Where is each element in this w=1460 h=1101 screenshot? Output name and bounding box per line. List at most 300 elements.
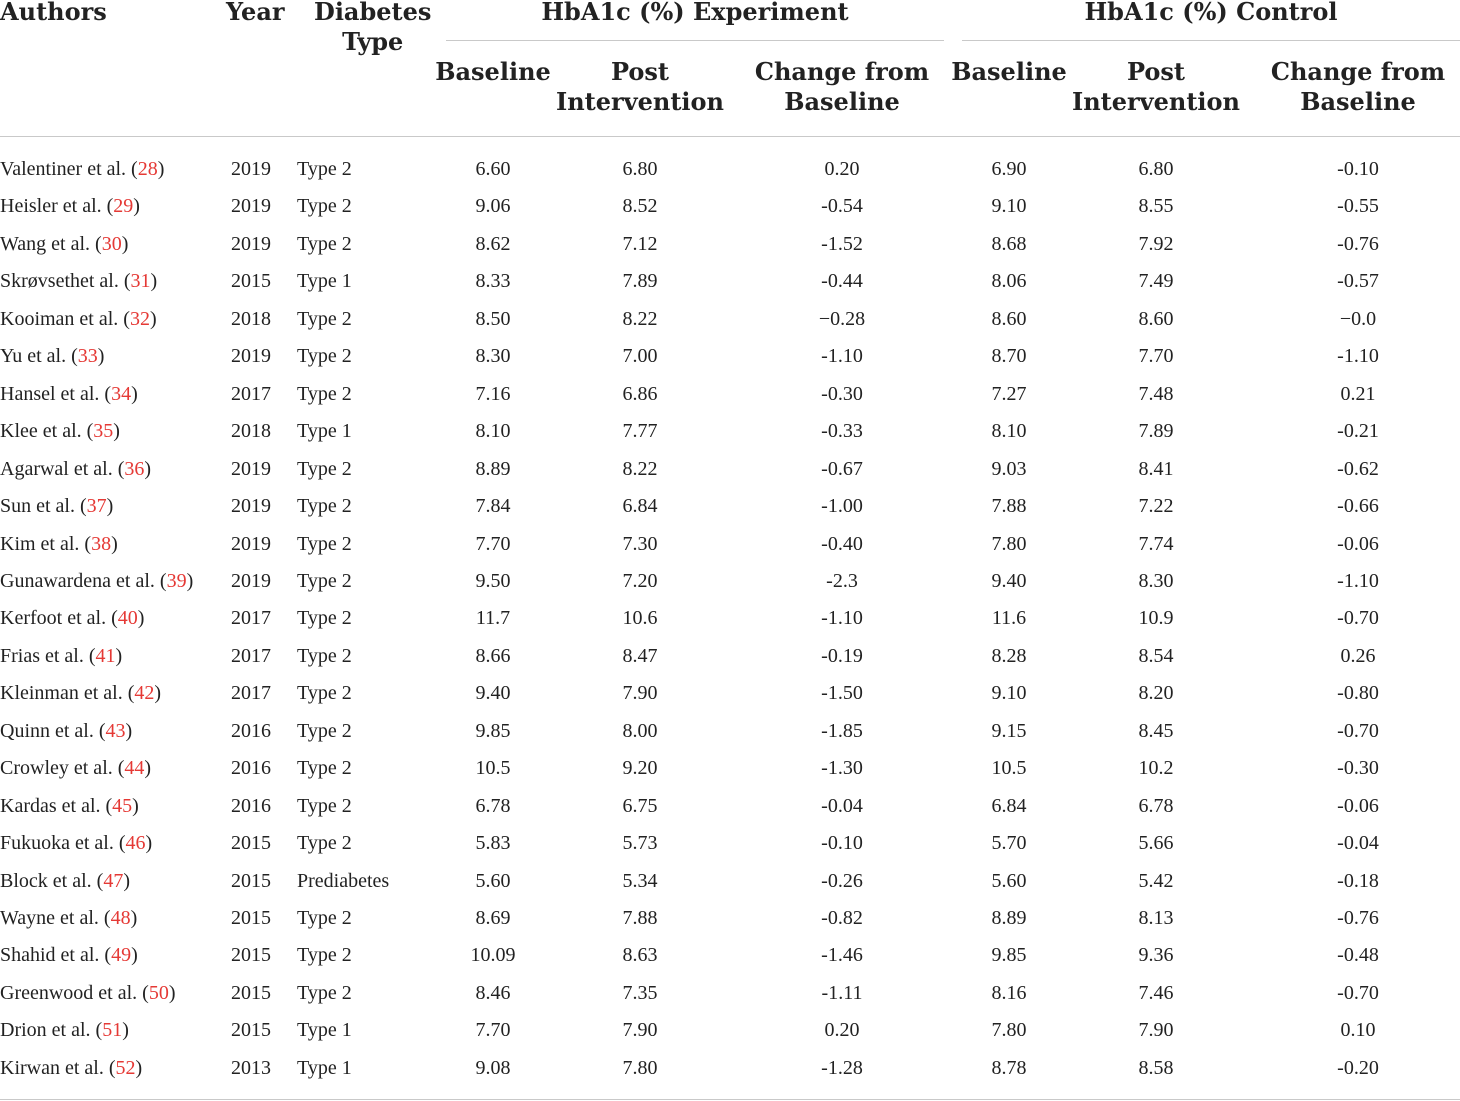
author-close-paren: ) [135, 1057, 143, 1079]
reference-link[interactable]: 33 [77, 345, 98, 367]
cell-diabetes-type: Type 1 [297, 1057, 352, 1079]
author-close-paren: ) [137, 607, 145, 629]
author-name: Klee et al. ( [0, 420, 94, 442]
cell-ctl-post: 8.54 [1138, 645, 1174, 667]
cell-exp-post: 7.88 [622, 907, 658, 929]
cell-exp-baseline: 7.84 [475, 495, 511, 517]
cell-author [0, 1018, 129, 1042]
cell-exp-post: 7.35 [622, 982, 658, 1004]
header-bottom-rule [0, 136, 1460, 137]
cell-exp-change: -0.82 [821, 907, 863, 929]
cell-exp-post: 6.84 [622, 495, 658, 517]
cell-ctl-change: -0.70 [1337, 982, 1379, 1004]
cell-exp-post: 5.34 [622, 870, 658, 892]
author-close-paren: ) [145, 832, 153, 854]
reference-link[interactable]: 39 [166, 570, 187, 592]
cell-exp-change: -2.3 [826, 570, 858, 592]
reference-link[interactable]: 49 [111, 944, 132, 966]
reference-link[interactable]: 50 [148, 982, 169, 1004]
cell-ctl-change: 0.21 [1340, 383, 1376, 405]
cell-year: 2017 [231, 645, 271, 667]
author-close-paren: ) [133, 195, 140, 217]
cell-exp-post: 6.75 [622, 795, 658, 817]
cell-ctl-baseline: 8.06 [991, 270, 1027, 292]
reference-link[interactable]: 30 [101, 233, 122, 255]
author-name: Kim et al. ( [0, 533, 92, 555]
cell-ctl-change: -0.18 [1337, 870, 1379, 892]
author-name: Skrøvsethet al. ( [0, 270, 131, 292]
cell-exp-baseline: 9.50 [475, 570, 511, 592]
author-close-paren: ) [132, 795, 139, 817]
cell-exp-change: -1.10 [821, 607, 863, 629]
cell-year: 2019 [231, 233, 271, 255]
cell-exp-change: -0.19 [821, 645, 863, 667]
author-name: Shahid et al. ( [0, 944, 112, 966]
cell-exp-change: -0.40 [821, 533, 863, 555]
cell-ctl-baseline: 8.28 [991, 645, 1027, 667]
cell-exp-baseline: 10.09 [470, 944, 516, 966]
header-experiment-group: HbA1c (%) Experiment [541, 0, 849, 26]
author-name: Crowley et al. ( [0, 757, 125, 779]
cell-exp-post: 8.52 [622, 195, 658, 217]
cell-exp-change: -0.30 [821, 383, 863, 405]
cell-exp-baseline: 11.7 [475, 607, 511, 629]
cell-diabetes-type: Type 2 [297, 195, 352, 217]
cell-exp-post: 8.47 [622, 645, 658, 667]
cell-exp-post: 7.12 [622, 233, 658, 255]
cell-year: 2019 [231, 495, 271, 517]
reference-link[interactable]: 40 [117, 607, 138, 629]
reference-link[interactable]: 44 [124, 757, 145, 779]
cell-year: 2017 [231, 383, 271, 405]
author-close-paren: ) [125, 720, 133, 742]
reference-link[interactable]: 28 [137, 158, 158, 180]
cell-ctl-change: -0.10 [1337, 158, 1379, 180]
author-close-paren: ) [123, 870, 130, 892]
header-exp-post [556, 57, 724, 117]
cell-exp-change: 0.20 [824, 1019, 860, 1041]
cell-ctl-baseline: 11.6 [991, 607, 1027, 629]
cell-exp-post: 8.22 [622, 308, 658, 330]
author-name: Kirwan et al. ( [0, 1057, 116, 1079]
cell-diabetes-type: Type 2 [297, 607, 352, 629]
author-close-paren: ) [150, 270, 158, 292]
cell-author [0, 382, 138, 406]
cell-ctl-baseline: 8.89 [991, 907, 1027, 929]
cell-ctl-change: -0.62 [1337, 458, 1379, 480]
cell-ctl-post: 8.55 [1138, 195, 1174, 217]
reference-link[interactable]: 29 [113, 195, 134, 217]
cell-ctl-post: 7.89 [1138, 420, 1174, 442]
cell-exp-baseline: 8.50 [475, 308, 511, 330]
cell-ctl-baseline: 9.40 [991, 570, 1027, 592]
cell-ctl-post: 8.41 [1138, 458, 1174, 480]
cell-author [0, 719, 132, 743]
cell-diabetes-type: Type 1 [297, 1019, 352, 1041]
reference-link[interactable]: 37 [86, 495, 107, 517]
cell-exp-change: 0.20 [824, 158, 860, 180]
header-exp-change [755, 57, 929, 117]
cell-exp-baseline: 7.16 [475, 383, 511, 405]
cell-exp-change: -1.46 [821, 944, 863, 966]
cell-ctl-baseline: 9.10 [991, 682, 1027, 704]
author-name: Hansel et al. ( [0, 383, 112, 405]
reference-link[interactable]: 46 [125, 832, 146, 854]
cell-exp-baseline: 8.10 [475, 420, 511, 442]
author-close-paren: ) [131, 944, 138, 966]
cell-exp-post: 9.20 [622, 757, 658, 779]
cell-author [0, 869, 130, 893]
cell-ctl-post: 8.58 [1138, 1057, 1174, 1079]
cell-ctl-post: 7.48 [1138, 383, 1174, 405]
author-name: Kleinman et al. ( [0, 682, 135, 704]
cell-author [0, 794, 139, 818]
cell-year: 2015 [231, 982, 271, 1004]
cell-exp-baseline: 7.70 [475, 533, 511, 555]
cell-exp-change: -0.54 [821, 195, 863, 217]
cell-year: 2017 [231, 682, 271, 704]
cell-author [0, 532, 118, 556]
cell-year: 2015 [231, 1019, 271, 1041]
cell-author [0, 569, 193, 593]
author-name: Fukuoka et al. ( [0, 832, 126, 854]
cell-diabetes-type: Type 2 [297, 982, 352, 1004]
cell-year: 2015 [231, 870, 271, 892]
header-exp-post-line1: Post [610, 57, 669, 86]
cell-diabetes-type: Type 1 [297, 420, 352, 442]
cell-author [0, 457, 151, 481]
cell-exp-baseline: 5.60 [475, 870, 511, 892]
cell-diabetes-type: Type 2 [297, 345, 352, 367]
cell-exp-post: 7.00 [622, 345, 658, 367]
cell-exp-post: 7.77 [622, 420, 658, 442]
header-ctl-change-line2: Baseline [1300, 87, 1416, 116]
cell-ctl-post: 6.80 [1138, 158, 1174, 180]
cell-year: 2017 [231, 607, 271, 629]
header-authors: Authors [0, 0, 107, 26]
reference-link[interactable]: 42 [134, 682, 155, 704]
cell-diabetes-type: Type 2 [297, 832, 352, 854]
cell-ctl-change: -0.21 [1337, 420, 1379, 442]
cell-ctl-post: 7.49 [1138, 270, 1174, 292]
cell-exp-post: 8.63 [622, 944, 658, 966]
cell-exp-change: -1.30 [821, 757, 863, 779]
cell-exp-change: -0.26 [821, 870, 863, 892]
reference-link[interactable]: 41 [95, 645, 116, 667]
cell-author [0, 269, 157, 293]
header-exp-baseline: Baseline [435, 57, 551, 86]
author-close-paren: ) [131, 383, 138, 405]
cell-year: 2013 [231, 1057, 271, 1079]
cell-exp-baseline: 8.69 [475, 907, 511, 929]
author-name: Kooiman et al. ( [0, 308, 130, 330]
cell-diabetes-type: Type 2 [297, 757, 352, 779]
cell-ctl-post: 7.92 [1138, 233, 1174, 255]
cell-diabetes-type: Prediabetes [297, 870, 390, 892]
cell-year: 2019 [231, 195, 271, 217]
cell-ctl-baseline: 9.15 [991, 720, 1027, 742]
cell-ctl-baseline: 8.16 [991, 982, 1027, 1004]
cell-author [0, 756, 151, 780]
cell-exp-baseline: 7.70 [475, 1019, 511, 1041]
cell-exp-change: -1.11 [821, 982, 863, 1004]
cell-ctl-baseline: 8.10 [991, 420, 1027, 442]
header-ctl-change-line1: Change from [1270, 57, 1446, 86]
cell-year: 2019 [231, 458, 271, 480]
author-name: Frias et al. ( [0, 645, 96, 667]
header-exp-change-line1: Change from [754, 57, 930, 86]
header-ctl-post-line2: Intervention [1072, 87, 1240, 116]
cell-ctl-change: -0.66 [1337, 495, 1379, 517]
cell-ctl-change: -0.06 [1337, 533, 1379, 555]
cell-exp-change: -0.33 [821, 420, 863, 442]
header-control-group: HbA1c (%) Control [1084, 0, 1338, 26]
cell-ctl-post: 10.9 [1138, 607, 1174, 629]
cell-ctl-change: -0.06 [1337, 795, 1379, 817]
author-name: Quinn et al. ( [0, 720, 106, 742]
author-name: Heisler et al. ( [0, 195, 114, 217]
cell-exp-baseline: 10.5 [475, 757, 511, 779]
cell-exp-post: 7.20 [622, 570, 658, 592]
cell-exp-baseline: 8.89 [475, 458, 511, 480]
cell-ctl-change: -0.80 [1337, 682, 1379, 704]
cell-author [0, 307, 157, 331]
cell-author [0, 194, 140, 218]
cell-author [0, 606, 144, 630]
table-bottom-rule [0, 1099, 1460, 1100]
cell-ctl-change: -0.04 [1337, 832, 1379, 854]
cell-ctl-post: 7.70 [1138, 345, 1174, 367]
cell-year: 2015 [231, 270, 271, 292]
cell-ctl-change: -0.76 [1337, 233, 1379, 255]
cell-ctl-baseline: 8.78 [991, 1057, 1027, 1079]
header-ctl-change [1271, 57, 1445, 117]
cell-exp-post: 6.86 [622, 383, 658, 405]
cell-ctl-baseline: 6.84 [991, 795, 1027, 817]
cell-year: 2018 [231, 308, 271, 330]
cell-ctl-change: -1.10 [1337, 570, 1379, 592]
cell-year: 2016 [231, 720, 271, 742]
cell-ctl-change: −0.0 [1339, 308, 1377, 330]
author-name: Block et al. ( [0, 870, 104, 892]
reference-link[interactable]: 52 [115, 1057, 136, 1079]
cell-year: 2019 [231, 158, 271, 180]
author-name: Wang et al. ( [0, 233, 102, 255]
cell-diabetes-type: Type 2 [297, 458, 352, 480]
cell-exp-post: 6.80 [622, 158, 658, 180]
reference-link[interactable]: 32 [129, 308, 150, 330]
cell-exp-post: 5.73 [622, 832, 658, 854]
header-exp-post-line2: Intervention [556, 87, 724, 116]
cell-ctl-baseline: 10.5 [991, 757, 1027, 779]
cell-exp-post: 7.30 [622, 533, 658, 555]
cell-ctl-post: 8.13 [1138, 907, 1174, 929]
cell-exp-change: -0.04 [821, 795, 863, 817]
cell-ctl-post: 10.2 [1138, 757, 1174, 779]
cell-exp-baseline: 5.83 [475, 832, 511, 854]
cell-diabetes-type: Type 2 [297, 233, 352, 255]
header-diabetes-type-line2: Type [342, 27, 404, 56]
reference-link[interactable]: 47 [103, 870, 124, 892]
author-name: Wayne et al. ( [0, 907, 111, 929]
cell-diabetes-type: Type 2 [297, 645, 352, 667]
cell-exp-baseline: 6.60 [475, 158, 511, 180]
author-close-paren: ) [115, 645, 123, 667]
cell-author [0, 831, 152, 855]
author-name: Valentiner et al. ( [0, 158, 138, 180]
cell-diabetes-type: Type 2 [297, 158, 352, 180]
author-close-paren: ) [154, 682, 162, 704]
cell-ctl-baseline: 9.85 [991, 944, 1027, 966]
author-close-paren: ) [168, 982, 176, 1004]
cell-exp-change: -1.10 [821, 345, 863, 367]
cell-diabetes-type: Type 2 [297, 944, 352, 966]
cell-author [0, 943, 138, 967]
cell-exp-change: -0.67 [821, 458, 863, 480]
cell-ctl-baseline: 6.90 [991, 158, 1027, 180]
cell-ctl-baseline: 7.88 [991, 495, 1027, 517]
author-close-paren: ) [111, 533, 118, 555]
cell-diabetes-type: Type 2 [297, 720, 352, 742]
cell-year: 2015 [231, 944, 271, 966]
cell-ctl-post: 5.66 [1138, 832, 1174, 854]
cell-exp-baseline: 8.62 [475, 233, 511, 255]
cell-ctl-post: 8.30 [1138, 570, 1174, 592]
author-close-paren: ) [113, 420, 120, 442]
cell-diabetes-type: Type 2 [297, 533, 352, 555]
header-exp-change-line2: Baseline [784, 87, 900, 116]
cell-ctl-baseline: 8.68 [991, 233, 1027, 255]
author-name: Drion et al. ( [0, 1019, 103, 1041]
cell-exp-post: 7.90 [622, 682, 658, 704]
cell-year: 2015 [231, 907, 271, 929]
author-name: Yu et al. ( [0, 345, 78, 367]
cell-ctl-post: 7.74 [1138, 533, 1174, 555]
cell-ctl-post: 5.42 [1138, 870, 1174, 892]
cell-author [0, 157, 164, 181]
cell-ctl-post: 8.45 [1138, 720, 1174, 742]
cell-ctl-baseline: 5.70 [991, 832, 1027, 854]
cell-ctl-post: 8.20 [1138, 682, 1174, 704]
cell-ctl-baseline: 8.70 [991, 345, 1027, 367]
author-close-paren: ) [149, 308, 157, 330]
cell-exp-post: 7.89 [622, 270, 658, 292]
cell-year: 2018 [231, 420, 271, 442]
author-close-paren: ) [121, 233, 129, 255]
cell-author [0, 344, 104, 368]
cell-ctl-post: 7.22 [1138, 495, 1174, 517]
author-close-paren: ) [130, 907, 138, 929]
author-close-paren: ) [97, 345, 105, 367]
author-name: Agarwal et al. ( [0, 458, 125, 480]
header-ctl-post-line1: Post [1126, 57, 1185, 86]
cell-exp-baseline: 8.46 [475, 982, 511, 1004]
author-close-paren: ) [144, 458, 152, 480]
cell-diabetes-type: Type 2 [297, 308, 352, 330]
cell-ctl-change: -0.70 [1337, 607, 1379, 629]
reference-link[interactable]: 48 [110, 907, 131, 929]
cell-diabetes-type: Type 2 [297, 795, 352, 817]
cell-year: 2019 [231, 570, 271, 592]
reference-link[interactable]: 51 [102, 1019, 123, 1041]
author-close-paren: ) [122, 1019, 129, 1041]
cell-diabetes-type: Type 2 [297, 682, 352, 704]
author-close-paren: ) [157, 158, 165, 180]
reference-link[interactable]: 31 [130, 270, 151, 292]
header-ctl-baseline: Baseline [951, 57, 1067, 86]
header-diabetes-type-line1: Diabetes [314, 0, 432, 26]
author-close-paren: ) [106, 495, 114, 517]
cell-ctl-post: 8.60 [1138, 308, 1174, 330]
cell-ctl-baseline: 9.10 [991, 195, 1027, 217]
cell-exp-change: -0.10 [821, 832, 863, 854]
cell-ctl-baseline: 7.80 [991, 533, 1027, 555]
cell-ctl-change: -0.55 [1337, 195, 1379, 217]
cell-exp-change: −0.28 [818, 308, 866, 330]
cell-exp-change: -0.44 [821, 270, 863, 292]
cell-author [0, 232, 128, 256]
cell-exp-post: 10.6 [622, 607, 658, 629]
cell-ctl-change: -0.76 [1337, 907, 1379, 929]
cell-author [0, 681, 161, 705]
cell-year: 2019 [231, 533, 271, 555]
cell-exp-baseline: 9.06 [475, 195, 511, 217]
cell-ctl-baseline: 7.80 [991, 1019, 1027, 1041]
cell-exp-baseline: 9.85 [475, 720, 511, 742]
cell-exp-change: -1.50 [821, 682, 863, 704]
cell-ctl-change: -0.70 [1337, 720, 1379, 742]
author-name: Greenwood et al. ( [0, 982, 149, 1004]
author-name: Gunawardena et al. ( [0, 570, 167, 592]
cell-exp-change: -1.85 [821, 720, 863, 742]
cell-diabetes-type: Type 2 [297, 383, 352, 405]
cell-exp-baseline: 6.78 [475, 795, 511, 817]
cell-exp-change: -1.00 [821, 495, 863, 517]
cell-author [0, 981, 176, 1005]
reference-link[interactable]: 36 [124, 458, 145, 480]
cell-exp-post: 8.22 [622, 458, 658, 480]
cell-diabetes-type: Type 2 [297, 907, 352, 929]
cell-exp-post: 7.80 [622, 1057, 658, 1079]
cell-ctl-change: 0.10 [1340, 1019, 1376, 1041]
reference-link[interactable]: 43 [105, 720, 126, 742]
cell-ctl-change: -0.20 [1337, 1057, 1379, 1079]
experiment-group-rule [446, 40, 944, 41]
cell-ctl-baseline: 8.60 [991, 308, 1027, 330]
cell-year: 2019 [231, 345, 271, 367]
cell-ctl-post: 7.46 [1138, 982, 1174, 1004]
header-diabetes-type [314, 0, 431, 57]
reference-link[interactable]: 34 [111, 383, 132, 405]
cell-author [0, 494, 113, 518]
cell-author [0, 1056, 142, 1080]
author-close-paren: ) [144, 757, 152, 779]
author-close-paren: ) [186, 570, 194, 592]
cell-ctl-change: -0.57 [1337, 270, 1379, 292]
cell-author [0, 906, 137, 930]
header-ctl-post [1072, 57, 1240, 117]
cell-exp-change: -1.28 [821, 1057, 863, 1079]
reference-link[interactable]: 38 [91, 533, 112, 555]
author-name: Kerfoot et al. ( [0, 607, 118, 629]
reference-link[interactable]: 45 [112, 795, 133, 817]
reference-link[interactable]: 35 [93, 420, 114, 442]
cell-ctl-change: -0.30 [1337, 757, 1379, 779]
cell-diabetes-type: Type 2 [297, 495, 352, 517]
author-name: Sun et al. ( [0, 495, 87, 517]
author-name: Kardas et al. ( [0, 795, 113, 817]
cell-ctl-change: 0.26 [1340, 645, 1376, 667]
